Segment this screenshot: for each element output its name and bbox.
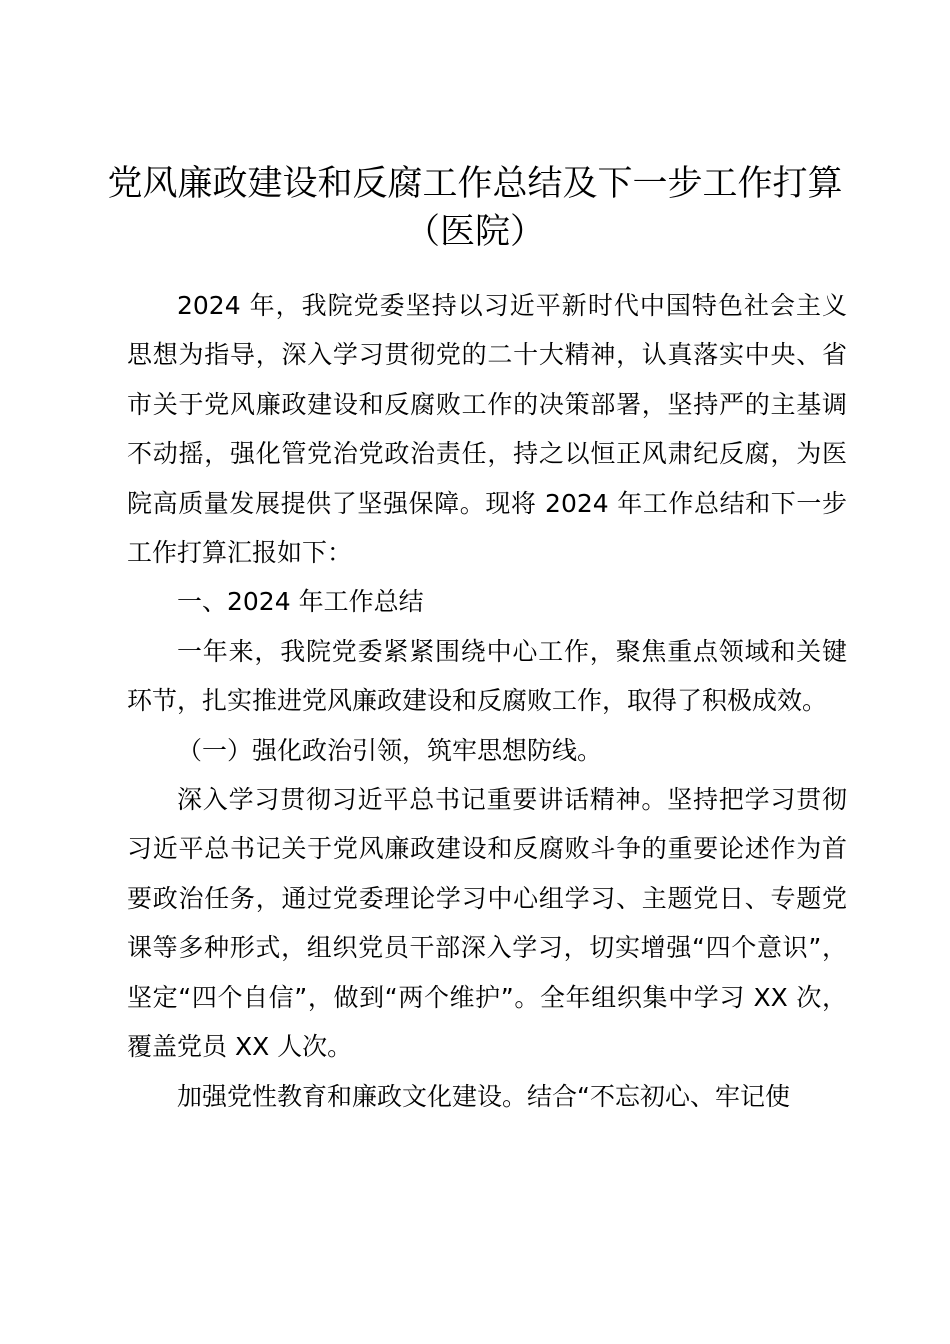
document-title: 党风廉政建设和反腐工作总结及下一步工作打算（医院） xyxy=(107,164,843,252)
subsection-heading-political-guidance: （一）强化政治引领，筑牢思想防线。 xyxy=(177,735,603,765)
paragraph-overview: 一年来，我院党委紧紧围绕中心工作，聚焦重点领域和关键环节，扎实推进党风廉政建设和反腐败工作，取得了积极成效。 xyxy=(127,636,847,716)
section-heading-summary: 一、2024 年工作总结 xyxy=(177,587,424,617)
paragraph-party-education: 加强党性教育和廉政文化建设。结合“不忘初心、牢记使 xyxy=(177,1081,790,1111)
paragraph-study: 深入学习贯彻习近平总书记重要讲话精神。坚持把学习贯彻习近平总书记关于党风廉政建设和反腐败斗争的重要论述作为首要政治任务，通过党委理论学习中心组学习、主题党日、专题党课等多种形式，组织党员干部深入学习，切实增强“四个意识”，坚定“四个自信”，做到“两个维护”。全年组织集中学习 XX 次，覆盖党员 XX 人次。 xyxy=(127,785,847,1062)
paragraph-intro: 2024 年，我院党委坚持以习近平新时代中国特色社会主义思想为指导，深入学习贯彻党的二十大精神，认真落实中央、省市关于党风廉政建设和反腐败工作的决策部署，坚持严的主基调不动摇，强化管党治党政治责任，持之以恒正风肃纪反腐，为医院高质量发展提供了坚强保障。现将 2024 年工作总结和下一步工作打算汇报如下： xyxy=(127,291,847,568)
document-body xyxy=(127,281,847,1121)
